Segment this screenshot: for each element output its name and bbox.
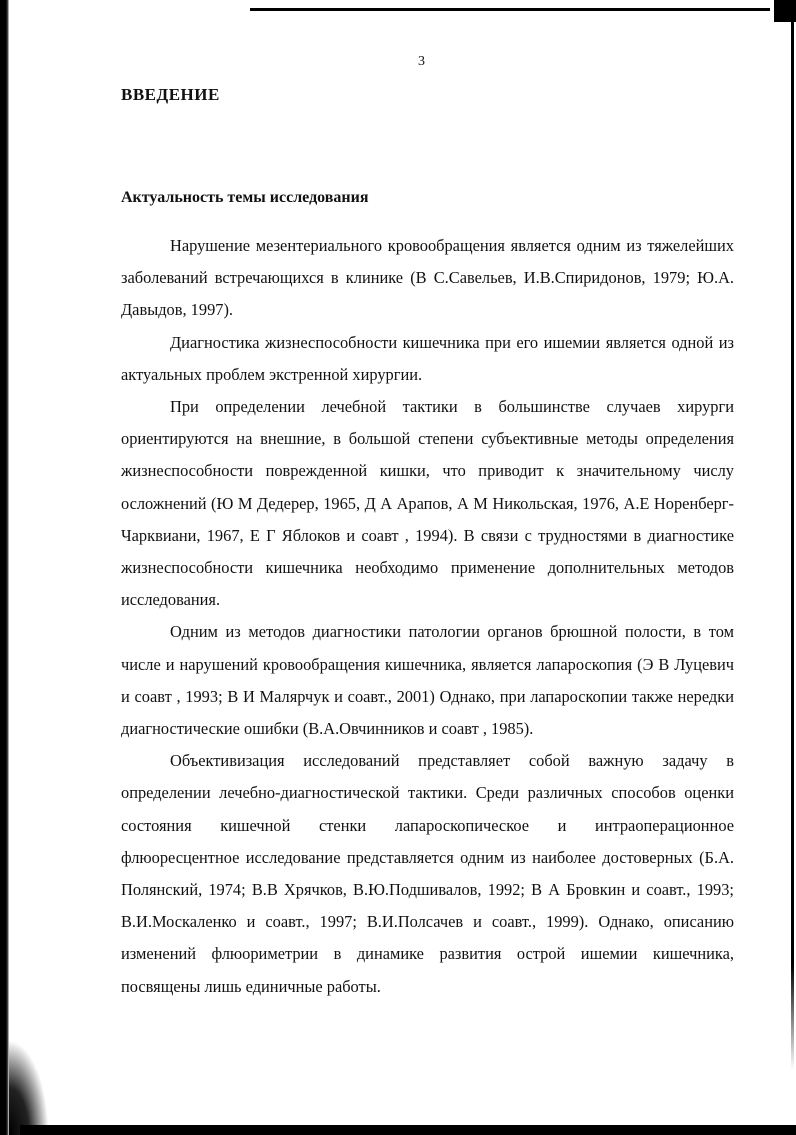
paragraph: Одним из методов диагностики патологии органов брюшной полости, в том числе и нарушений кровообращения кишечника, является лапароскопия (Э В Луцевич и соавт , 1993; В И Малярчук и соавт., 2001) Однако, при лапароскопии также нередки диагностические ошибки (В.А.Овчинников и соавт , 1985). [121,622,734,739]
scan-border-top [250,8,770,11]
paragraph: Диагностика жизнеспособности кишечника при его ишемии является одной из актуальных проблем экстренной хирургии. [121,332,734,384]
scan-border-bottom [20,1125,796,1135]
document-body [121,230,734,1003]
scan-border-right [791,20,794,1070]
page-number: 3 [418,54,425,69]
paragraph: Нарушение мезентериального кровообращения является одним из тяжелейших заболеваний встречающихся в клинике (В С.Савельев, И.В.Спиридонов, 1979; Ю.А. Давыдов, 1997). [121,236,734,320]
scan-shadow-bottom-left [9,1040,49,1135]
section-heading: Актуальность темы исследования [121,189,369,206]
paragraph: При определении лечебной тактики в большинстве случаев хирурги ориентируются на внешние, в большой степени субъективные методы определения жизнеспособности поврежденной кишки, что приводит к значительному числу осложнений (Ю М Дедерер, 1965, Д А Арапов, А М Никольская, 1976, А.Е Норенберг-Чарквиани, 1967, Е Г Яблоков и соавт , 1994). В связи с трудностями в диагностике жизнеспособности кишечника необходимо применение дополнительных методов исследования. [121,397,734,610]
page-title: ВВЕДЕНИЕ [121,85,220,104]
paragraph: Объективизация исследований представляет собой важную задачу в определении лечебно-диагностической тактики. Среди различных способов оценки состояния кишечной стенки лапароскопическое и интраоперационное флюоресцентное исследование представляется одним из наиболее достоверных (Б.А. Полянский, 1974; В.В Хрячков, В.Ю.Подшивалов, 1992; В А Бровкин и соавт., 1993; В.И.Москаленко и соавт., 1997; В.И.Полсачев и соавт., 1999). Однако, описанию изменений флюориметрии в динамике развития острой ишемии кишечника, посвящены лишь единичные работы. [121,751,734,996]
scan-border-left [0,0,9,1135]
scan-corner-top-right [774,0,796,22]
